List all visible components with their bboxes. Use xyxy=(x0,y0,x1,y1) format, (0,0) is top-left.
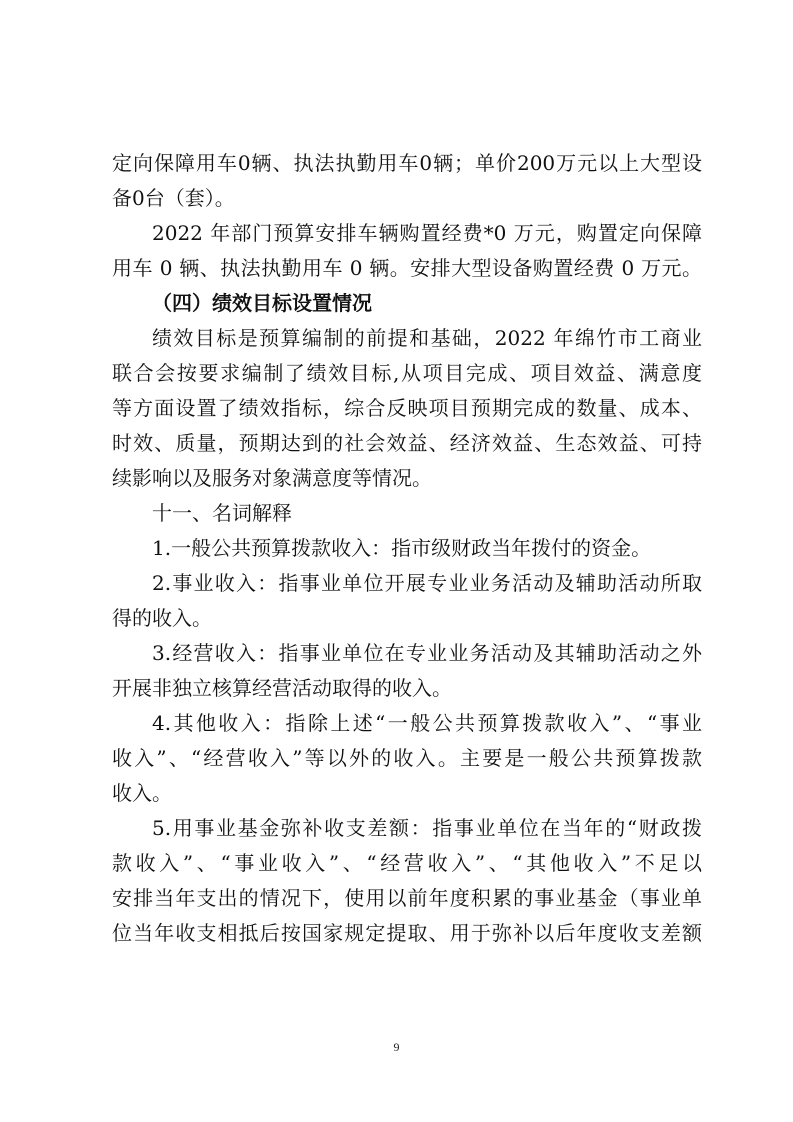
section-heading: （四）绩效目标设置情况 xyxy=(152,291,372,315)
body-text xyxy=(112,146,702,951)
definition-line: 3.经营收入：指事业单位在专业业务活动及其辅助活动之外 xyxy=(152,641,702,665)
paragraph-line: 2022 年部门预算安排车辆购置经费*0 万元，购置定向保障 xyxy=(152,221,702,245)
section-heading: 十一、名词解释 xyxy=(152,501,292,525)
paragraph-line: 联合会按要求编制了绩效目标,从项目完成、项目效益、满意度 xyxy=(112,361,702,385)
definition-line: 收入。 xyxy=(112,781,172,805)
paragraph-line: 定向保障用车0辆、执法执勤用车0辆；单价200万元以上大型设 xyxy=(112,151,702,175)
paragraph-line: 续影响以及服务对象满意度等情况。 xyxy=(112,466,432,490)
definition-line: 2.事业收入：指事业单位开展专业业务活动及辅助活动所取 xyxy=(152,571,702,595)
definition-line: 安排当年支出的情况下，使用以前年度积累的事业基金（事业单 xyxy=(112,886,702,910)
definition-line: 5.用事业基金弥补收支差额：指事业单位在当年的“财政拨 xyxy=(152,816,702,840)
definition-line: 1.一般公共预算拨款收入：指市级财政当年拨付的资金。 xyxy=(152,536,652,560)
definition-line: 位当年收支相抵后按国家规定提取、用于弥补以后年度收支差额 xyxy=(112,921,702,945)
paragraph-line: 绩效目标是预算编制的前提和基础，2022 年绵竹市工商业 xyxy=(152,326,702,350)
paragraph-line: 时效、质量，预期达到的社会效益、经济效益、生态效益、可持 xyxy=(112,431,702,455)
page-number: 9 xyxy=(393,1040,400,1054)
definition-line: 得的收入。 xyxy=(112,606,212,630)
paragraph-line: 备0台（套）。 xyxy=(112,186,235,210)
paragraph-line: 等方面设置了绩效指标，综合反映项目预期完成的数量、成本、 xyxy=(112,396,702,420)
definition-line: 4.其他收入：指除上述“一般公共预算拨款收入”、“事业 xyxy=(152,711,702,735)
definition-line: 开展非独立核算经营活动取得的收入。 xyxy=(112,676,452,700)
definition-line: 收入”、“经营收入”等以外的收入。主要是一般公共预算拨款 xyxy=(112,746,702,770)
definition-line: 款收入”、“事业收入”、“经营收入”、“其他收入”不足以 xyxy=(112,851,702,875)
paragraph-line: 用车 0 辆、执法执勤用车 0 辆。安排大型设备购置经费 0 万元。 xyxy=(112,256,702,280)
